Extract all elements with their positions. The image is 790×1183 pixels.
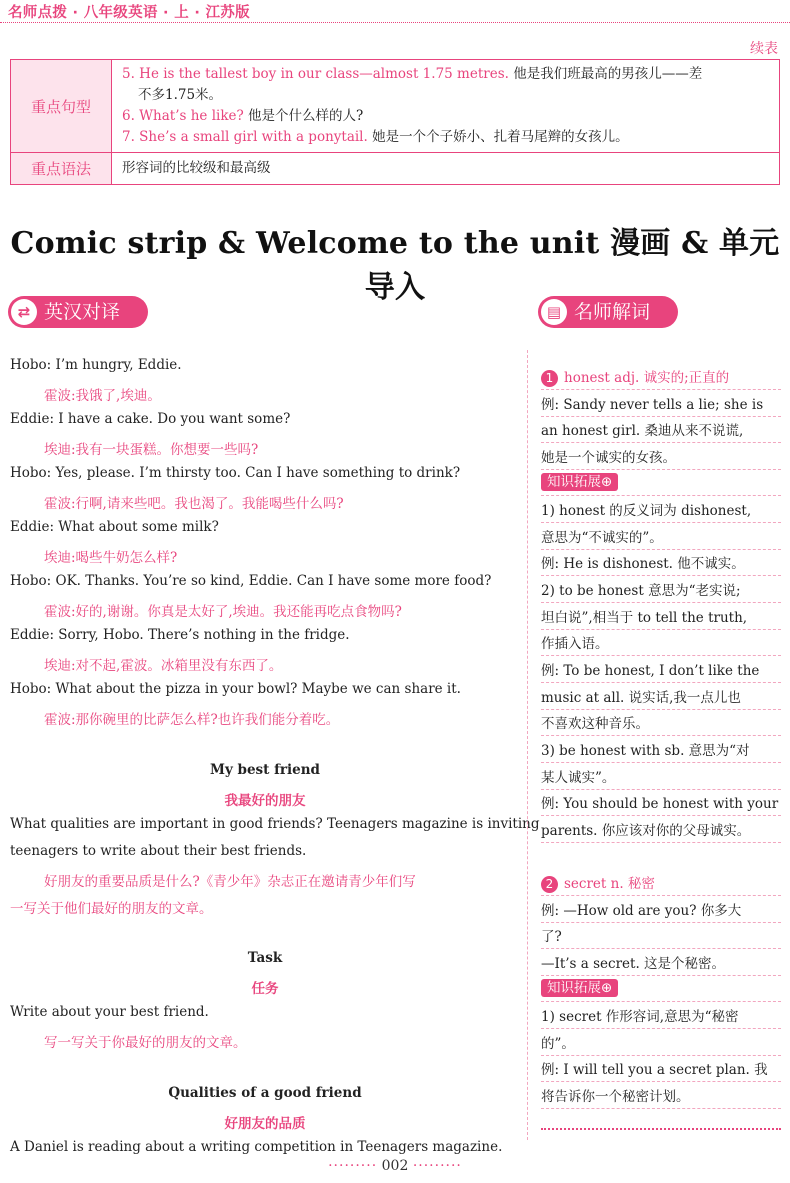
passage-cn: 一写关于他们最好的朋友的文章。	[10, 901, 213, 917]
sentence-en: 6. What’s he like?	[122, 108, 244, 124]
sentence-en: 5. He is the tallest boy in our class—almost 1.75 metres.	[122, 66, 509, 82]
word-heading	[541, 366, 781, 387]
translation-section-header	[8, 296, 148, 328]
footer-dots-left: ·········	[328, 1158, 378, 1174]
rule-line	[541, 549, 781, 550]
rule-line	[541, 1055, 781, 1056]
example-line: 例: —How old are you? 你多大	[541, 903, 742, 919]
task-en: Write about your best friend.	[10, 1004, 209, 1020]
knowledge-expansion-badge: 知识拓展⊕	[541, 979, 618, 997]
note-line: 坦白说”,相当于 to tell the truth,	[541, 610, 748, 626]
key-grammar-label: 重点语法	[11, 153, 112, 185]
number-badge: 2	[541, 876, 558, 893]
rule-line	[541, 575, 781, 576]
rule-line	[541, 389, 781, 390]
rule-line	[541, 442, 781, 443]
passage-title-en: My best friend	[210, 762, 320, 778]
book-title: 名师点拨 · 八年级英语 · 上 · 江苏版	[8, 5, 250, 21]
passage-title-cn: 我最好的朋友	[224, 793, 306, 809]
table-row	[11, 153, 780, 185]
running-header	[0, 0, 790, 24]
note-line: 不喜欢这种音乐。	[541, 716, 649, 732]
note-line: 例: He is dishonest. 他不诚实。	[541, 556, 745, 572]
dialogue-en: Hobo: OK. Thanks. You’re so kind, Eddie. Can I have some more food?	[10, 573, 492, 589]
exchange-icon: ⇄	[11, 299, 37, 325]
qualities-title-en: Qualities of a good friend	[168, 1085, 362, 1101]
rule-line	[541, 842, 781, 843]
note-line: 1) secret 作形容词,意思为“秘密	[541, 1009, 739, 1025]
word-head: secret n. 秘密	[564, 876, 655, 892]
example-line: 了?	[541, 929, 562, 945]
table-row	[11, 60, 780, 153]
dialogue-cn: 霍波:好的,谢谢。你真是太好了,埃迪。我还能再吃点食物吗?	[44, 604, 402, 620]
passage-en: teenagers to write about their best friends.	[10, 843, 307, 859]
rule-line	[541, 709, 781, 710]
section-label: 英汉对译	[44, 301, 121, 323]
page-footer	[0, 1158, 790, 1174]
rule-line	[541, 789, 781, 790]
note-line: parents. 你应该对你的父母诚实。	[541, 823, 751, 839]
section-end-line	[541, 1128, 781, 1130]
example-line: 她是一个诚实的女孩。	[541, 450, 676, 466]
rule-line	[541, 1001, 781, 1002]
rule-line	[541, 762, 781, 763]
rule-line	[541, 948, 781, 949]
vocabulary-section-header	[538, 296, 678, 328]
unit-title: Comic strip & Welcome to the unit 漫画 & 单元导入	[10, 226, 780, 305]
note-line: 例: I will tell you a secret plan. 我	[541, 1062, 768, 1078]
example-line: 例: Sandy never tells a lie; she is	[541, 397, 764, 413]
rule-line	[541, 735, 781, 736]
dialogue-cn: 霍波:那你碗里的比萨怎么样?也许我们能分着吃。	[44, 712, 340, 728]
rule-line	[541, 1108, 781, 1109]
sentence-cn: 他是我们班最高的男孩儿——差	[508, 66, 703, 82]
dialogue-cn: 霍波:我饿了,埃迪。	[44, 388, 161, 404]
sentence-cn: 不多1.75米。	[138, 87, 223, 103]
task-title-en: Task	[247, 950, 283, 966]
rule-line	[541, 922, 781, 923]
dialogue-en: Hobo: What about the pizza in your bowl? Maybe we can share it.	[10, 681, 461, 697]
note-line: 例: You should be honest with your	[541, 796, 779, 812]
rule-line	[541, 602, 781, 603]
footer-dots-right: ·········	[412, 1158, 462, 1174]
key-grammar-cell: 形容词的比较级和最高级	[112, 153, 780, 185]
dialogue-cn: 霍波:行啊,请来些吧。我也渴了。我能喝些什么吗?	[44, 496, 344, 512]
task-title-cn: 任务	[251, 981, 279, 997]
rule-line	[541, 815, 781, 816]
book-icon: ▤	[541, 299, 567, 325]
qualities-title-cn: 好朋友的品质	[224, 1116, 306, 1132]
note-line: music at all. 说实话,我一点儿也	[541, 690, 741, 706]
rule-line	[541, 655, 781, 656]
passage-cn: 好朋友的重要品质是什么?《青少年》杂志正在邀请青少年们写	[44, 874, 416, 890]
qualities-line-a: A Daniel is reading about a writing competition in Teenagers magazine.	[10, 1139, 503, 1155]
dialogue-cn: 埃迪:我有一块蛋糕。你想要一些吗?	[44, 442, 259, 458]
page-number: 002	[381, 1158, 409, 1174]
section-label: 名师解词	[574, 301, 651, 323]
note-line: 意思为“不诚实的”。	[541, 530, 663, 546]
rule-line	[541, 1028, 781, 1029]
passage-en: What qualities are important in good friends? Teenagers magazine is inviting	[10, 816, 540, 832]
rule-line	[541, 895, 781, 896]
dialogue-en: Hobo: I’m hungry, Eddie.	[10, 357, 182, 373]
knowledge-expansion-badge: 知识拓展⊕	[541, 473, 618, 491]
rule-line	[541, 975, 781, 976]
dialogue-cn: 埃迪:喝些牛奶怎么样?	[44, 550, 178, 566]
column-divider	[527, 350, 528, 1140]
continued-label: 续表	[750, 41, 778, 57]
note-line: 将告诉你一个秘密计划。	[541, 1089, 690, 1105]
note-line: 3) be honest with sb. 意思为“对	[541, 743, 750, 759]
note-line: 的”。	[541, 1036, 575, 1052]
example-line: an honest girl. 桑迪从来不说谎,	[541, 423, 744, 439]
sentence-cn: 他是个什么样的人?	[243, 108, 364, 124]
rule-line	[541, 1081, 781, 1082]
example-line: —It’s a secret. 这是个秘密。	[541, 956, 726, 972]
sentence-en: 7. She’s a small girl with a ponytail.	[122, 129, 368, 145]
dialogue-en: Hobo: Yes, please. I’m thirsty too. Can I have something to drink?	[10, 465, 461, 481]
dialogue-en: Eddie: What about some milk?	[10, 519, 219, 535]
note-line: 例: To be honest, I don’t like the	[541, 663, 760, 679]
rule-line	[541, 469, 781, 470]
sentence-cn: 她是一个个子娇小、扎着马尾辫的女孩儿。	[367, 129, 629, 145]
key-sentences-cell	[112, 60, 780, 153]
rule-line	[541, 629, 781, 630]
key-sentences-label: 重点句型	[11, 60, 112, 153]
rule-line	[541, 522, 781, 523]
word-head: honest adj. 诚实的;正直的	[564, 370, 730, 386]
note-line: 作插入语。	[541, 636, 609, 652]
dialogue-en: Eddie: Sorry, Hobo. There’s nothing in the fridge.	[10, 627, 350, 643]
note-line: 1) honest 的反义词为 dishonest,	[541, 503, 752, 519]
dialogue-en: Eddie: I have a cake. Do you want some?	[10, 411, 291, 427]
task-cn: 写一写关于你最好的朋友的文章。	[44, 1035, 247, 1051]
note-line: 某人诚实”。	[541, 770, 616, 786]
note-line: 2) to be honest 意思为“老实说;	[541, 583, 741, 599]
rule-line	[541, 682, 781, 683]
header-divider	[0, 22, 790, 23]
rule-line	[541, 495, 781, 496]
rule-line	[541, 416, 781, 417]
dialogue-cn: 埃迪:对不起,霍波。冰箱里没有东西了。	[44, 658, 283, 674]
key-points-table	[10, 59, 780, 185]
word-heading	[541, 872, 781, 893]
number-badge: 1	[541, 370, 558, 387]
